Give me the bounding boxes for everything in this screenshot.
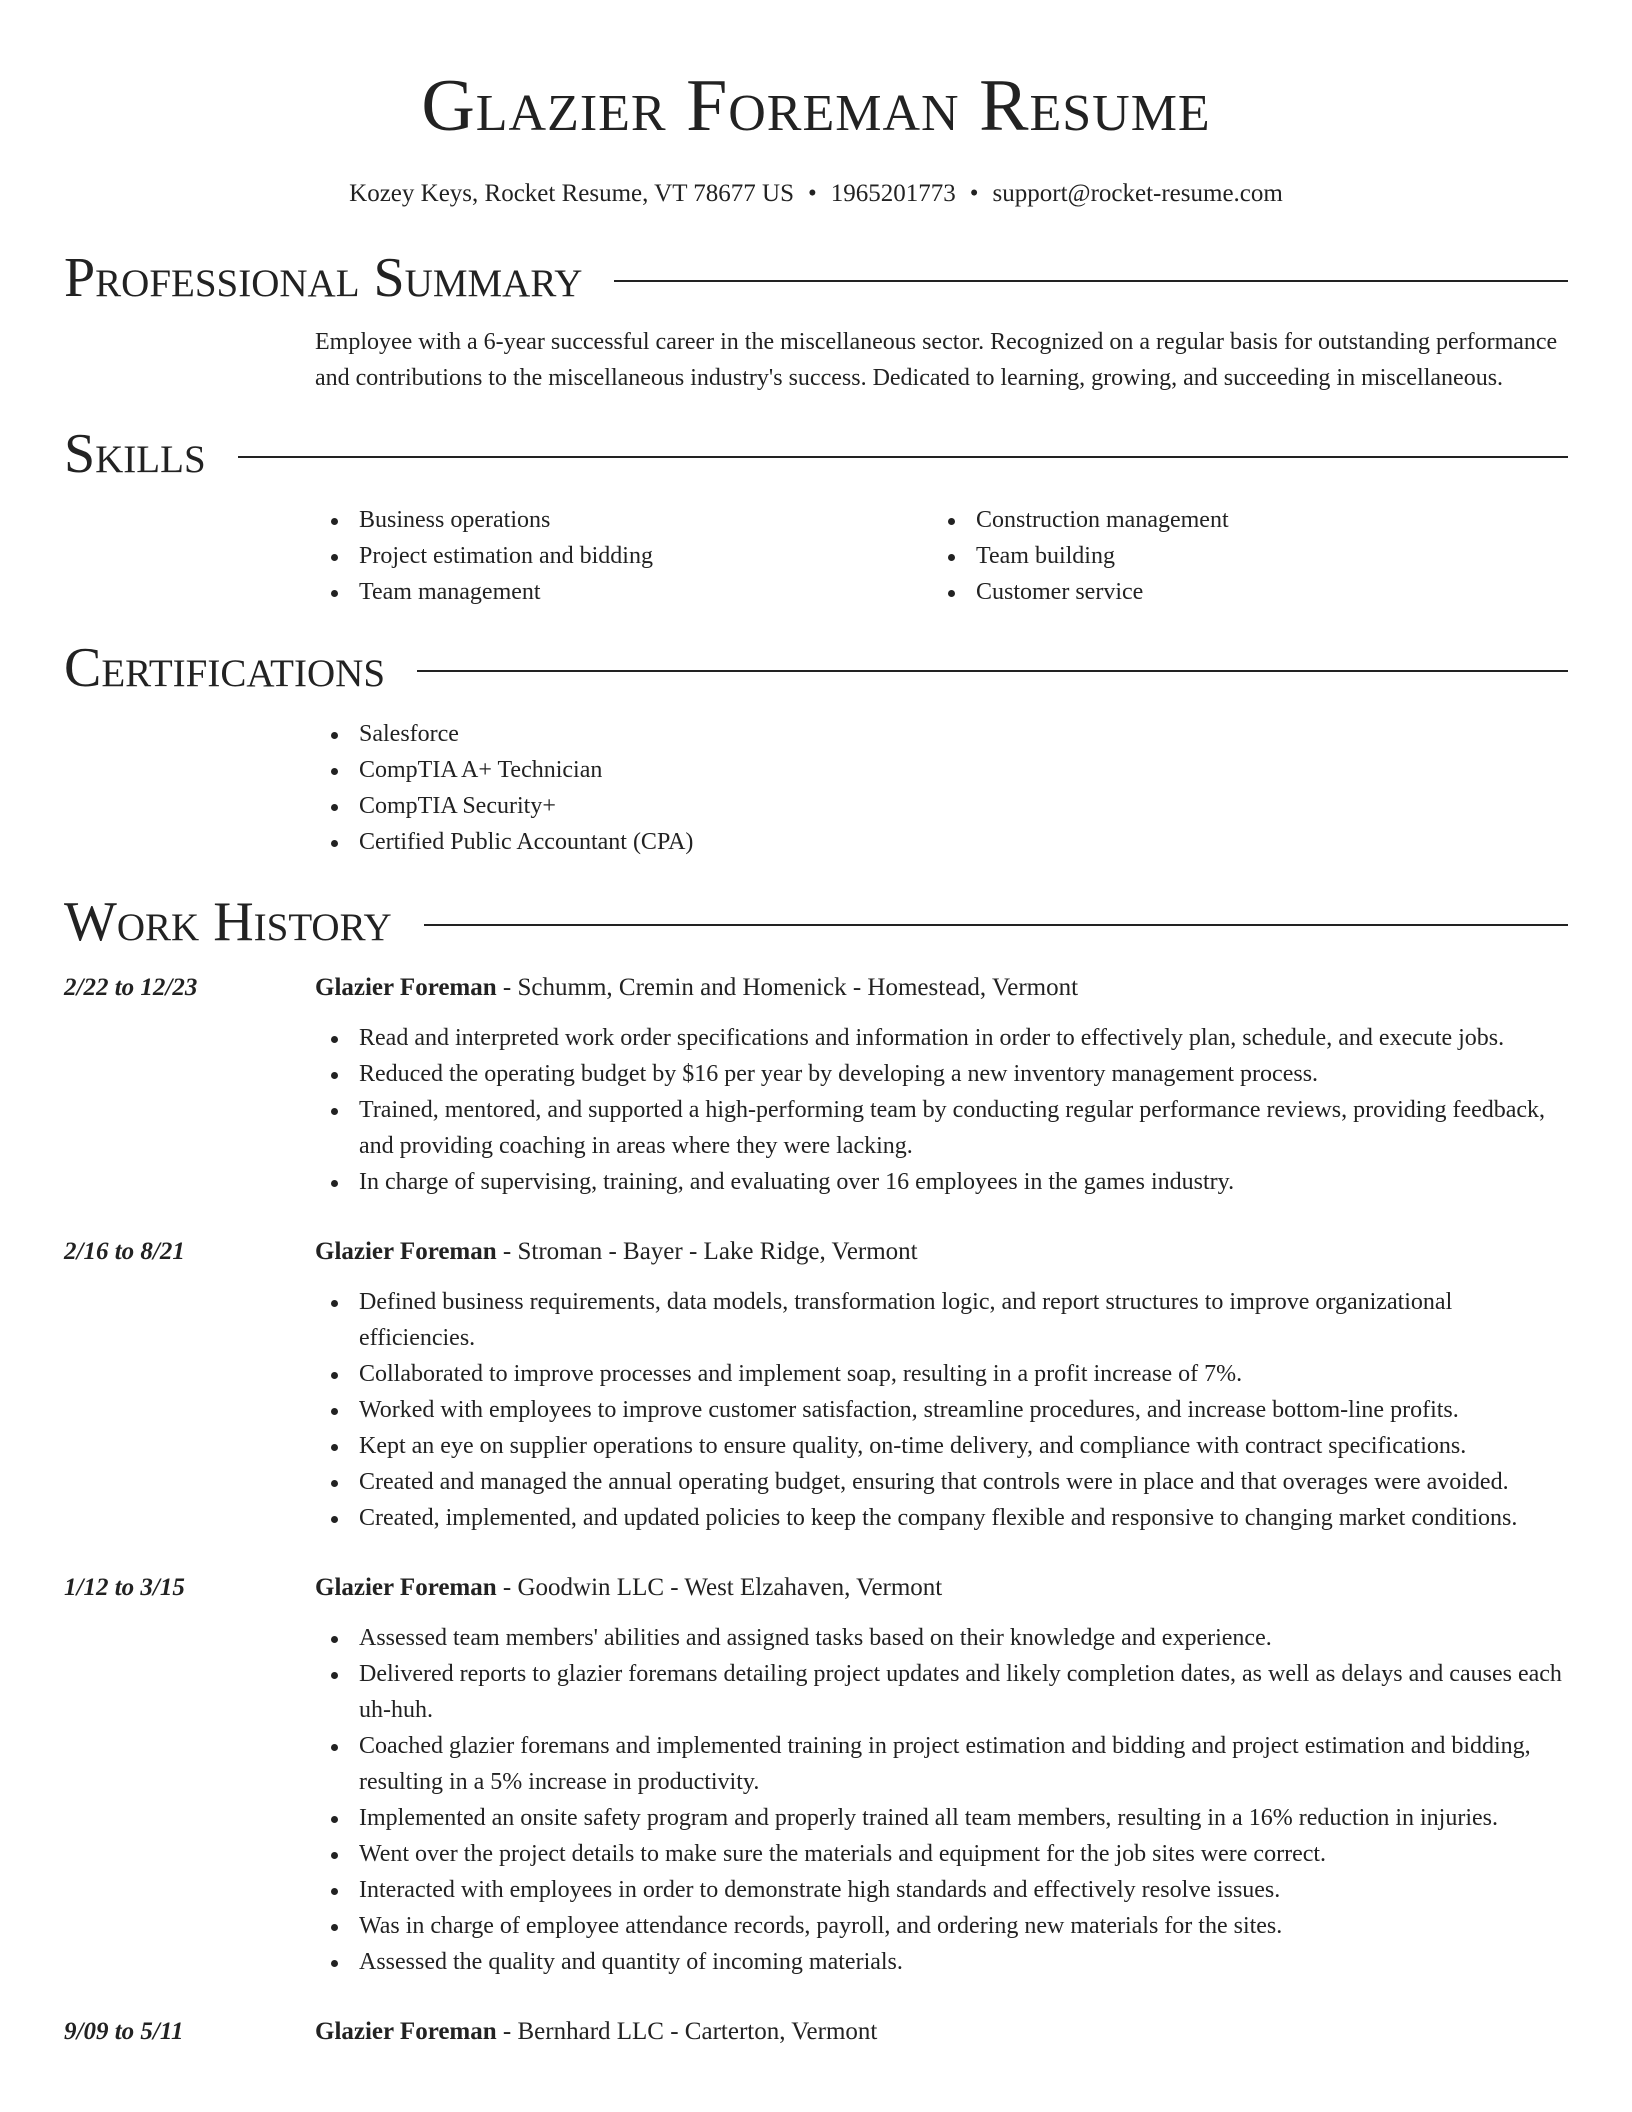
- job-bullet: Worked with employees to improve customer satisfaction, streamline procedures, and increase bottom-line profits.: [315, 1392, 1568, 1428]
- job-bullet: Collaborated to improve processes and implement soap, resulting in a profit increase of 7%.: [315, 1356, 1568, 1392]
- job-employer: - Schumm, Cremin and Homenick - Homestead, Vermont: [496, 974, 1079, 1001]
- job-bullet: Interacted with employees in order to demonstrate high standards and effectively resolve issues.: [315, 1872, 1568, 1908]
- section-title-summary: Professional Summary: [64, 247, 583, 309]
- job-entry: [0, 1234, 1632, 1536]
- job-title-line: [315, 1234, 1568, 1270]
- job-bullet: In charge of supervising, training, and evaluating over 16 employees in the games industry.: [315, 1164, 1568, 1200]
- job-employer: - Goodwin LLC - West Elzahaven, Vermont: [496, 1574, 943, 1601]
- certifications-list-wrap: [315, 716, 1568, 860]
- job-title-line: [315, 970, 1568, 1006]
- job-bullet: Delivered reports to glazier foremans detailing project updates and likely completion dates, as well as delays and causes each uh-huh.: [315, 1656, 1568, 1728]
- job-bullet: Implemented an onsite safety program and properly trained all team members, resulting in a 16% reduction in injuries.: [315, 1800, 1568, 1836]
- list-item: Construction management: [932, 502, 1549, 538]
- job-title-line: [315, 1570, 1568, 1606]
- section-header: [64, 636, 1568, 700]
- job-bullet: Was in charge of employee attendance records, payroll, and ordering new materials for the sites.: [315, 1908, 1568, 1944]
- job-dates: 1/12 to 3/15: [64, 1574, 185, 1601]
- job-details: [315, 1570, 1568, 1980]
- job-bullet: Assessed the quality and quantity of incoming materials.: [315, 1944, 1568, 1980]
- job-role: Glazier Foreman: [315, 2018, 497, 2045]
- job-role: Glazier Foreman: [315, 1574, 497, 1601]
- job-entry: [0, 2014, 1632, 2050]
- job-bullets: [315, 1020, 1568, 1200]
- section-header: [64, 890, 1568, 954]
- job-bullet: Read and interpreted work order specifications and information in order to effectively plan, schedule, and execute jobs.: [315, 1020, 1568, 1056]
- contact-separator: •: [969, 180, 979, 207]
- job-title-line: [315, 2014, 1568, 2050]
- summary-section: [0, 246, 1632, 396]
- list-item: Business operations: [315, 502, 932, 538]
- list-item: Certified Public Accountant (CPA): [315, 824, 1568, 860]
- job-details: [315, 1234, 1568, 1536]
- section-title-work-history: Work History: [64, 891, 392, 953]
- job-details: [315, 970, 1568, 1200]
- section-divider: [417, 670, 1568, 672]
- section-title-skills: Skills: [64, 423, 206, 485]
- resume-title: Glazier Foreman Resume: [421, 65, 1211, 147]
- summary-text: Employee with a 6-year successful career in the miscellaneous sector. Recognized on a regular basis for outstanding performance and contributions to the miscellaneous industry's success. Dedicated to learning, growing, and succeeding in miscellaneous.: [315, 329, 1558, 391]
- job-bullet: Created and managed the annual operating budget, ensuring that controls were in place and that overages were avoided.: [315, 1464, 1568, 1500]
- section-title-certifications: Certifications: [64, 637, 386, 699]
- job-role: Glazier Foreman: [315, 1238, 497, 1265]
- job-list: [0, 970, 1632, 2050]
- list-item: Project estimation and bidding: [315, 538, 932, 574]
- certifications-section: [0, 636, 1632, 860]
- job-bullet: Created, implemented, and updated policies to keep the company flexible and responsive to changing market conditions.: [315, 1500, 1568, 1536]
- job-entry: [0, 970, 1632, 1200]
- list-item: Team management: [315, 574, 932, 610]
- job-employer: - Stroman - Bayer - Lake Ridge, Vermont: [496, 1238, 918, 1265]
- skills-section: [0, 422, 1632, 610]
- contact-separator: •: [808, 180, 817, 207]
- skills-list-right: [932, 502, 1549, 610]
- job-dates: 2/16 to 8/21: [64, 1238, 185, 1265]
- list-item: Customer service: [932, 574, 1549, 610]
- skills-list-left: [315, 502, 932, 610]
- job-bullet: Reduced the operating budget by $16 per year by developing a new inventory management process.: [315, 1056, 1568, 1092]
- list-item: Team building: [932, 538, 1549, 574]
- job-dates: 2/22 to 12/23: [64, 974, 198, 1001]
- job-bullet: Coached glazier foremans and implemented training in project estimation and bidding and project estimation and bidding, resulting in a 5% increase in productivity.: [315, 1728, 1568, 1800]
- contact-phone: 1965201773: [830, 180, 956, 207]
- job-bullet: Trained, mentored, and supported a high-performing team by conducting regular performance reviews, providing feedback, and providing coaching in areas where they were lacking.: [315, 1092, 1568, 1164]
- section-header: [64, 246, 1568, 310]
- job-details: [315, 2014, 1568, 2050]
- contact-email[interactable]: support@rocket-resume.com: [992, 180, 1283, 207]
- list-item: Salesforce: [315, 716, 1568, 752]
- job-role: Glazier Foreman: [315, 974, 497, 1001]
- job-bullet: Assessed team members' abilities and assigned tasks based on their knowledge and experience.: [315, 1620, 1568, 1656]
- job-bullets: [315, 1284, 1568, 1536]
- section-header: [64, 422, 1568, 486]
- contact-address: Kozey Keys, Rocket Resume, VT 78677 US: [349, 180, 795, 207]
- job-bullet: Defined business requirements, data models, transformation logic, and report structures to improve organizational efficiencies.: [315, 1284, 1568, 1356]
- job-employer: - Bernhard LLC - Carterton, Vermont: [496, 2018, 878, 2045]
- job-bullet: Went over the project details to make sure the materials and equipment for the job sites were correct.: [315, 1836, 1568, 1872]
- list-item: CompTIA Security+: [315, 788, 1568, 824]
- section-divider: [424, 924, 1568, 926]
- contact-line: [0, 178, 1632, 210]
- section-divider: [614, 280, 1568, 282]
- certifications-list: [315, 716, 1568, 860]
- list-item: CompTIA A+ Technician: [315, 752, 1568, 788]
- skills-grid: [315, 502, 1568, 610]
- section-divider: [238, 456, 1568, 458]
- work-history-section: [0, 890, 1632, 2050]
- job-bullets: [315, 1620, 1568, 1980]
- job-entry: [0, 1570, 1632, 1980]
- job-dates: 9/09 to 5/11: [64, 2018, 184, 2045]
- job-bullet: Kept an eye on supplier operations to ensure quality, on-time delivery, and compliance with contract specifications.: [315, 1428, 1568, 1464]
